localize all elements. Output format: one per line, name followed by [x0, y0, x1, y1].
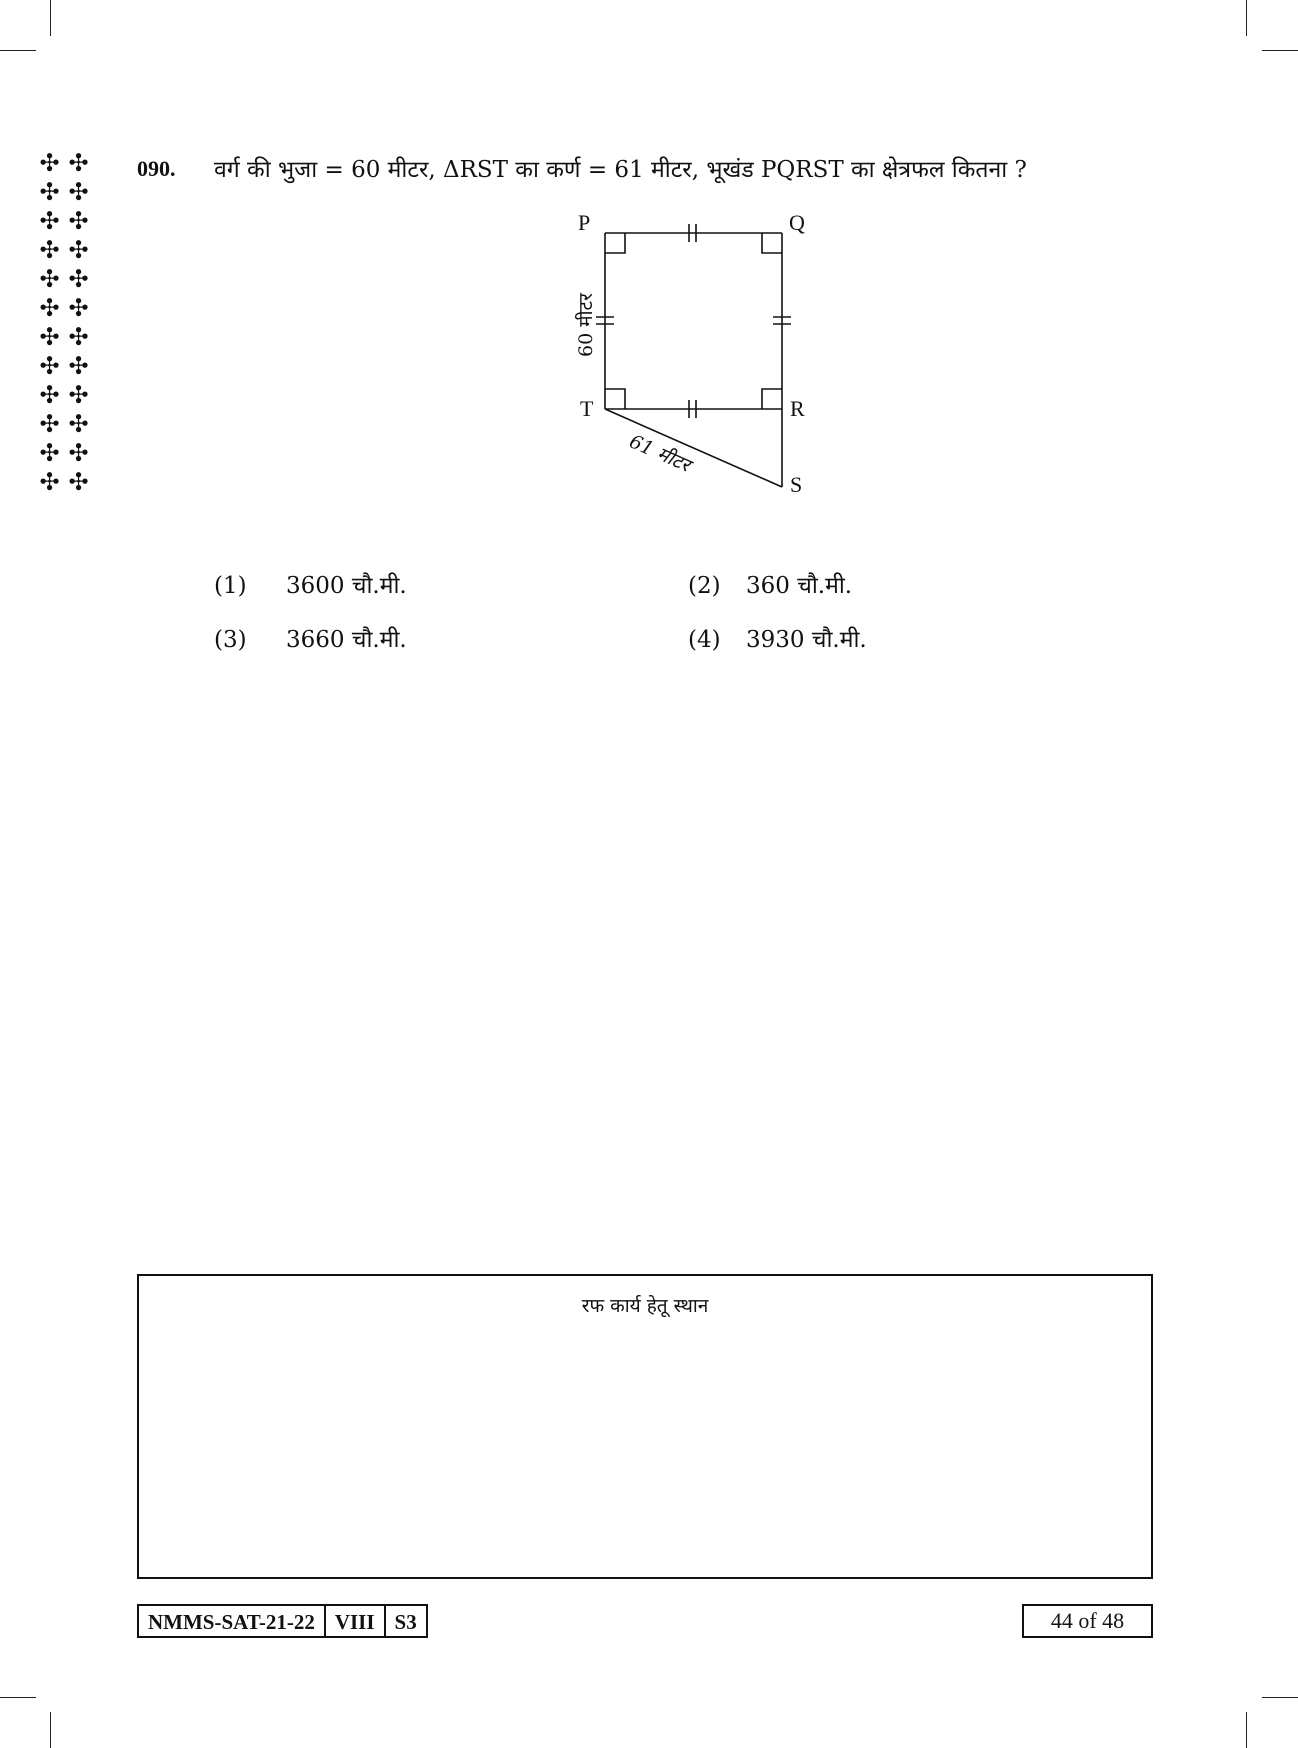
flower-ornament-icon: ✣: [68, 149, 89, 177]
question-text: वर्ग की भुजा = 60 मीटर, ΔRST का कर्ण = 61 मीटर, भूखंड PQRST का क्षेत्रफल कितना ?: [214, 157, 1027, 183]
ornament-row: [36, 440, 96, 466]
option-number: (3): [214, 627, 247, 653]
option-4[interactable]: [688, 622, 867, 654]
pqrst-figure: [520, 200, 840, 500]
vertex-label-r: R: [790, 396, 805, 421]
vertex-label-s: S: [790, 472, 803, 497]
vertex-label-q: Q: [789, 210, 805, 235]
right-angle-q: [762, 233, 782, 253]
side-length-label: 60 मीटर: [575, 293, 597, 357]
flower-ornament-icon: ✣: [39, 236, 60, 264]
option-text: 3660 चौ.मी.: [286, 627, 407, 653]
exam-set: S3: [384, 1606, 426, 1636]
crop-mark: [50, 0, 51, 36]
ornament-row: [36, 353, 96, 379]
option-number: (1): [214, 573, 247, 599]
crop-mark: [1246, 1712, 1247, 1748]
flower-ornament-icon: ✣: [39, 352, 60, 380]
option-number: (4): [688, 627, 721, 653]
ornament-row: [36, 295, 96, 321]
flower-ornament-icon: ✣: [68, 439, 89, 467]
flower-ornament-icon: ✣: [68, 381, 89, 409]
flower-ornament-icon: ✣: [39, 294, 60, 322]
option-text: 3600 चौ.मी.: [286, 573, 407, 599]
flower-ornament-icon: ✣: [39, 439, 60, 467]
ornament-row: [36, 179, 96, 205]
ornament-row: [36, 208, 96, 234]
crop-mark: [1246, 0, 1247, 36]
flower-ornament-icon: ✣: [68, 178, 89, 206]
ornament-border: [36, 150, 96, 495]
option-1[interactable]: [214, 568, 407, 600]
flower-ornament-icon: ✣: [39, 323, 60, 351]
exam-class: VIII: [324, 1606, 384, 1636]
option-text: 3930 चौ.मी.: [746, 627, 867, 653]
flower-ornament-icon: ✣: [68, 323, 89, 351]
ornament-row: [36, 150, 96, 176]
right-angle-p: [605, 233, 625, 253]
flower-ornament-icon: ✣: [39, 178, 60, 206]
flower-ornament-icon: ✣: [68, 410, 89, 438]
ornament-row: [36, 266, 96, 292]
crop-mark: [1262, 1697, 1298, 1698]
crop-mark: [0, 1697, 36, 1698]
right-angle-t: [605, 389, 625, 409]
option-3[interactable]: [214, 622, 407, 654]
flower-ornament-icon: ✣: [39, 207, 60, 235]
flower-ornament-icon: ✣: [68, 236, 89, 264]
vertex-label-t: T: [580, 396, 594, 421]
crop-mark: [1262, 50, 1298, 51]
flower-ornament-icon: ✣: [68, 265, 89, 293]
rough-work-title: रफ कार्य हेतू स्थान: [581, 1295, 709, 1317]
vertex-label-p: P: [578, 210, 591, 235]
page-number: 44 of 48: [1022, 1604, 1153, 1638]
ornament-row: [36, 411, 96, 437]
option-text: 360 चौ.मी.: [746, 573, 853, 599]
exam-code-box: [137, 1604, 428, 1638]
ornament-row: [36, 324, 96, 350]
rough-work-area[interactable]: [137, 1274, 1153, 1579]
flower-ornament-icon: ✣: [39, 468, 60, 496]
option-number: (2): [688, 573, 721, 599]
option-2[interactable]: [688, 568, 852, 600]
right-angle-r: [762, 389, 782, 409]
flower-ornament-icon: ✣: [68, 207, 89, 235]
ornament-row: [36, 469, 96, 495]
flower-ornament-icon: ✣: [39, 149, 60, 177]
exam-code: NMMS-SAT-21-22: [148, 1610, 315, 1634]
flower-ornament-icon: ✣: [39, 410, 60, 438]
ornament-row: [36, 237, 96, 263]
crop-mark: [50, 1712, 51, 1748]
crop-mark: [0, 50, 36, 51]
flower-ornament-icon: ✣: [39, 381, 60, 409]
flower-ornament-icon: ✣: [68, 294, 89, 322]
flower-ornament-icon: ✣: [39, 265, 60, 293]
flower-ornament-icon: ✣: [68, 468, 89, 496]
hypotenuse-length-label: 61 मीटर: [625, 430, 694, 477]
ornament-row: [36, 382, 96, 408]
question-number: 090.: [137, 156, 176, 181]
flower-ornament-icon: ✣: [68, 352, 89, 380]
